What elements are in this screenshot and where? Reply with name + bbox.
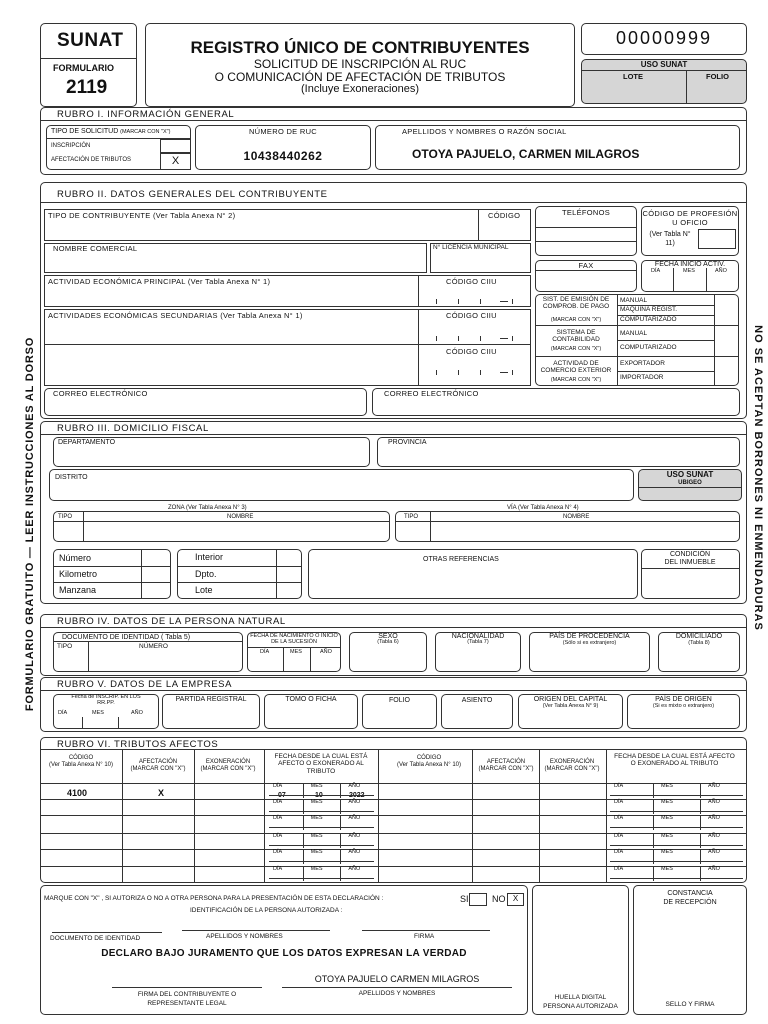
razon-social-value[interactable]: OTOYA PAJUELO, CARMEN MILAGROS (412, 147, 640, 161)
divider (430, 511, 431, 542)
declaro-juramento: DECLARO BAJO JURAMENTO QUE LOS DATOS EXPRESAN LA VERDAD (101, 948, 467, 959)
codigo-label: CÓDIGO (488, 211, 521, 220)
divider (88, 641, 89, 672)
mes-label: MES (683, 268, 695, 274)
rubro-5-title: RUBRO V. DATOS DE LA EMPRESA (57, 679, 233, 690)
tributo-row1-codigo[interactable]: 4100 (67, 788, 88, 798)
date-dia-label: DÍA (614, 799, 624, 805)
date-mes-label: MES (661, 799, 673, 805)
divider (686, 70, 687, 104)
date-underline (610, 878, 743, 879)
mes-label-2: MES (290, 649, 302, 655)
divider (581, 70, 747, 71)
doc-identidad-caption: DOCUMENTO DE IDENTIDAD (50, 935, 141, 942)
marcar-x-3: (MARCAR CON "X") (550, 377, 602, 383)
date-mes-label: MES (310, 849, 323, 855)
digit-tick (480, 370, 481, 375)
date-mes-label: MES (661, 783, 673, 789)
digit-tick (458, 370, 459, 375)
ver-tabla-11: (Ver Tabla N° 11) (649, 231, 691, 248)
form-label: FORMULARIO (53, 63, 114, 73)
col-exoneracion-header: EXONERACIÓN (MARCAR CON "X") (200, 759, 256, 773)
identificacion-text: IDENTIFICACIÓN DE LA PERSONA AUTORIZADA : (190, 907, 343, 914)
divider (418, 275, 419, 307)
signature-line (182, 930, 330, 931)
table-row-line (40, 783, 747, 784)
tabla8-label: (Tabla 8) (688, 640, 710, 646)
anio-label-3: AÑO (131, 710, 143, 716)
asiento-label: ASIENTO (461, 697, 493, 704)
divider (283, 647, 284, 672)
telefonos-label: TELÉFONOS (561, 208, 611, 217)
zona-nombre-label: NOMBRE (227, 514, 254, 520)
digit-dash (500, 372, 508, 373)
left-side-note: FORMULARIO GRATUITO — LEER INSTRUCCIONES AL DORSO (24, 336, 36, 712)
signature-line (112, 987, 262, 988)
date-underline (269, 811, 374, 812)
no-mark: X (512, 894, 519, 903)
col-fecha-header-2: FECHA DESDE LA CUAL ESTÁ AFECTO O EXONERADO AL TRIBUTO (614, 753, 735, 768)
dia-label: DÍA (651, 268, 661, 274)
dia-label-3: DÍA (58, 710, 68, 716)
via-label: VÍA (Ver Tabla Anexa N° 4) (507, 505, 579, 511)
divider (53, 566, 171, 567)
table-row-line (40, 799, 747, 800)
zona-label: ZONA (Ver Tabla Anexa N° 3) (168, 505, 247, 511)
tabla7-label: (Tabla 7) (467, 639, 489, 645)
ubigeo-label: UBIGEO (678, 480, 702, 486)
date-dia-label: DÍA (614, 833, 624, 839)
divider (535, 325, 739, 326)
divider (478, 209, 479, 241)
inscripcion-label: INSCRIPCIÓN (51, 143, 91, 149)
digit-tick (480, 336, 481, 341)
dia-label-2: DÍA (260, 649, 270, 655)
uso-sunat-label: USO SUNAT (640, 60, 688, 69)
divider (418, 309, 419, 386)
rubro-3-title: RUBRO III. DOMICILIO FISCAL (57, 423, 209, 434)
digit-dash (500, 338, 508, 339)
exportador-label: EXPORTADOR (620, 360, 665, 367)
divider (264, 749, 265, 883)
distrito-label: DISTRITO (55, 474, 88, 481)
nombre-comercial-label: NOMBRE COMERCIAL (53, 244, 138, 253)
apellidos-caption-2: APELLIDOS Y NOMBRES (358, 990, 436, 997)
divider (606, 749, 607, 883)
divider (535, 270, 637, 271)
tributo-row1-anio[interactable]: 2022 (349, 792, 365, 799)
divider (395, 521, 740, 522)
date-underline (610, 827, 743, 828)
codigo-ciiu-label-2: CÓDIGO CIIU (446, 311, 497, 320)
divider (535, 356, 739, 357)
date-underline (610, 845, 743, 846)
actividad-principal-label: ACTIVIDAD ECONÓMICA PRINCIPAL (Ver Tabla Anexa N° 1) (48, 277, 271, 286)
date-underline (610, 861, 743, 862)
date-anio-label: AÑO (708, 849, 720, 855)
domiciliado-label: DOMICILIADO (675, 633, 723, 640)
serial-number: 00000999 (615, 28, 713, 48)
col-exoneracion-header-2: EXONERACIÓN (MARCAR CON "X") (544, 759, 600, 773)
digit-tick (436, 370, 437, 375)
folio-label-r5: FOLIO (388, 697, 410, 704)
tributos-table (40, 749, 747, 883)
divider (40, 120, 747, 121)
digit-tick (512, 370, 513, 375)
inscripcion-checkbox[interactable] (160, 139, 191, 153)
date-mes-label: MES (310, 866, 323, 872)
divider (82, 717, 83, 729)
page-subtitle-3: (Incluye Exoneraciones) (300, 83, 419, 95)
date-mes-label: MES (661, 849, 673, 855)
licencia-label: N° LICENCIA MUNICIPAL (433, 244, 509, 251)
si-label: SI (460, 894, 469, 904)
razon-social-label: APELLIDOS Y NOMBRES O RAZÓN SOCIAL (402, 127, 567, 136)
solo-extranjero-label: (Sólo si es extranjero) (562, 640, 617, 646)
date-anio-label: AÑO (348, 866, 361, 872)
digit-dash (500, 301, 508, 302)
date-anio-label: AÑO (348, 833, 361, 839)
codigo-ciiu-label: CÓDIGO CIIU (446, 277, 497, 286)
origen-capital-label: ORIGEN DEL CAPITAL (533, 696, 608, 703)
departamento-label: DEPARTAMENTO (58, 439, 116, 446)
importador-label: IMPORTADOR (620, 374, 664, 381)
date-dia-label: DÍA (273, 783, 283, 789)
codigo-profesion-label: CÓDIGO DE PROFESIÓN U OFICIO (642, 209, 738, 228)
numero-ruc-value[interactable]: 10438440262 (243, 149, 323, 163)
si-checkbox[interactable] (469, 893, 487, 906)
divider (141, 549, 142, 599)
divider (177, 566, 302, 567)
divider (472, 749, 473, 883)
divider (40, 434, 747, 435)
date-mes-label: MES (310, 799, 323, 805)
divider (378, 749, 379, 883)
kilometro-label: Kilometro (59, 569, 98, 579)
date-anio-label: AÑO (708, 815, 720, 821)
provincia-field[interactable] (377, 437, 740, 467)
page-title: REGISTRO ÚNICO DE CONTRIBUYENTES (190, 38, 530, 57)
comercio-exterior-label: ACTIVIDAD DE COMERCIO EXTERIOR (540, 360, 612, 375)
mes-label-3: MES (92, 710, 104, 716)
date-anio-label: AÑO (348, 815, 361, 821)
divider (53, 582, 171, 583)
divider (276, 549, 277, 599)
date-dia-label: DÍA (273, 849, 283, 855)
uso-sunat-label-2: USO SUNAT (666, 470, 714, 479)
date-mes-label: MES (661, 866, 673, 872)
interior-label: Interior (195, 552, 224, 562)
anio-label: AÑO (715, 268, 727, 274)
date-anio-label: AÑO (708, 799, 720, 805)
apellidos-caption: APELLIDOS Y NOMBRES (206, 933, 283, 940)
firma-caption: FIRMA (414, 933, 435, 940)
numero-label: Número (59, 553, 92, 563)
tributo-row1-mes[interactable]: 10 (315, 792, 323, 799)
divider (310, 647, 311, 672)
fax-label: FAX (578, 261, 594, 270)
col-codigo-header: CÓDIGO (Ver Tabla Anexa N° 10) (49, 755, 113, 768)
digit-tick (512, 299, 513, 304)
date-underline (610, 811, 743, 812)
manual-label-2: MANUAL (620, 330, 648, 337)
date-dia-label: DÍA (614, 783, 624, 789)
divider (617, 340, 714, 341)
nacionalidad-label: NACIONALIDAD (451, 633, 505, 640)
sunat-logo: SUNAT (57, 30, 124, 51)
date-dia-label: DÍA (273, 833, 283, 839)
col-fecha-header: FECHA DESDE LA CUAL ESTÁ AFECTO O EXONERADO AL TRIBUTO (274, 753, 368, 775)
afectacion-label: AFECTACIÓN DE TRIBUTOS (51, 157, 132, 163)
correo-2-label: CORREO ELECTRÓNICO (384, 389, 479, 398)
doc-numero-label: NÚMERO (139, 643, 168, 650)
date-anio-label: AÑO (708, 866, 720, 872)
divider (40, 627, 747, 628)
table-row-line (40, 815, 747, 816)
date-mes-label: MES (310, 833, 323, 839)
table-row-line (40, 866, 747, 867)
afectacion-mark: X (171, 155, 180, 167)
condicion-inmueble-label: CONDICIÓN DEL INMUEBLE (664, 551, 716, 567)
page-subtitle-2: O COMUNICACIÓN DE AFECTACIÓN DE TRIBUTOS (214, 70, 506, 84)
divider (40, 690, 747, 691)
date-mes-label: MES (310, 783, 323, 789)
digit-tick (512, 336, 513, 341)
digit-tick (458, 299, 459, 304)
divider (714, 294, 715, 386)
autoriza-text: MARQUE CON "X" , SI AUTORIZA O NO A OTRA PERSONA PARA LA PRESENTACIÓN DE ESTA DECLARACIÓN : (44, 895, 384, 902)
col-codigo-header-2: CÓDIGO (Ver Tabla Anexa N° 10) (397, 755, 461, 768)
date-dia-label: DÍA (614, 815, 624, 821)
divider (638, 487, 742, 488)
date-underline (269, 861, 374, 862)
folio-label: FOLIO (706, 72, 729, 81)
divider (617, 371, 714, 372)
documento-identidad-label: DOCUMENTO DE IDENTIDAD ( Tabla 5) (62, 634, 191, 641)
huella-caption: HUELLA DIGITAL PERSONA AUTORIZADA (543, 994, 618, 1010)
date-dia-label: DÍA (273, 815, 283, 821)
sist-emision-label: SIST. DE EMISIÓN DE COMPROB. DE PAGO (542, 296, 610, 311)
rubro-1-title: RUBRO I. INFORMACIÓN GENERAL (57, 109, 235, 120)
sist-contabilidad-label: SISTEMA DE CONTABILIDAD (552, 329, 600, 344)
right-side-note: NO SE ACEPTAN BORRONES NI ENMENDADURAS (752, 325, 764, 631)
tabla6-label: (Tabla 6) (377, 639, 399, 645)
anio-label-2: AÑO (320, 649, 332, 655)
divider (539, 749, 540, 883)
pais-procedencia-label: PAÍS DE PROCEDENCIA (549, 633, 630, 640)
sexo-label: SEXO (378, 633, 398, 640)
date-dia-label: DÍA (614, 866, 624, 872)
firma-contribuyente-caption: FIRMA DEL CONTRIBUYENTE O REPRESENTANTE LEGAL (137, 991, 237, 1007)
via-tipo-label: TIPO (404, 514, 419, 520)
codigo-ciiu-label-3: CÓDIGO CIIU (446, 347, 497, 356)
no-label: NO (492, 894, 506, 904)
divider (535, 241, 637, 242)
date-mes-label: MES (661, 815, 673, 821)
divider (177, 582, 302, 583)
computarizado-label-2: COMPUTARIZADO (620, 344, 677, 351)
constancia-caption: CONSTANCIA DE RECEPCIÓN (663, 890, 717, 907)
date-anio-label: AÑO (708, 833, 720, 839)
marcar-x-1: (MARCAR CON "X") (550, 317, 602, 323)
rubro-6-title: RUBRO VI. TRIBUTOS AFECTOS (57, 739, 219, 750)
tributo-row1-dia[interactable]: 07 (278, 792, 286, 799)
marcar-x-2: (MARCAR CON "X") (550, 346, 602, 352)
date-underline (269, 795, 374, 796)
divider (53, 641, 243, 642)
divider (83, 511, 84, 542)
divider (247, 647, 341, 648)
tipo-contribuyente-label: TIPO DE CONTRIBUYENTE (Ver Tabla Anexa N° 2) (48, 211, 236, 220)
via-nombre-label: NOMBRE (563, 514, 590, 520)
digit-tick (480, 299, 481, 304)
zona-field[interactable] (53, 511, 390, 542)
tomo-ficha-label: TOMO O FICHA (285, 696, 337, 703)
divider (194, 749, 195, 883)
signature-line (362, 930, 490, 931)
digit-tick (436, 336, 437, 341)
col-afectacion-header: AFECTACIÓN (MARCAR CON "X") (130, 759, 186, 773)
doc-tipo-label: TIPO (57, 643, 73, 650)
signature-line (52, 932, 162, 933)
distrito-field[interactable] (49, 469, 634, 501)
tributo-row1-afectacion[interactable]: X (158, 788, 165, 798)
profesion-code-field[interactable] (698, 229, 736, 249)
fecha-nacimiento-label: FECHA DE NACIMIENTO O INICIO DE LA SUCESIÓN (250, 633, 338, 645)
pais-origen-label: PAÍS DE ORIGEN (655, 696, 712, 703)
date-underline (610, 795, 743, 796)
mixto-label: (Si es mixto o extranjero) (652, 703, 715, 709)
divider (118, 717, 119, 729)
digit-tick (436, 299, 437, 304)
lote-label: LOTE (623, 72, 643, 81)
digit-tick (458, 336, 459, 341)
divider (706, 268, 707, 292)
form-number: 2119 (66, 77, 108, 98)
table-row-line (40, 833, 747, 834)
tabla9-label: (Ver Tabla Anexa N° 9) (542, 703, 599, 709)
date-mes-label: MES (310, 815, 323, 821)
numero-ruc-label: NÚMERO DE RUC (248, 127, 318, 136)
provincia-label: PROVINCIA (388, 439, 427, 446)
date-dia-label: DÍA (273, 799, 283, 805)
col-afectacion-header-2: AFECTACIÓN (MARCAR CON "X") (478, 759, 534, 773)
divider (673, 268, 674, 292)
divider (641, 568, 740, 569)
divider (535, 227, 637, 228)
computarizado-label-1: COMPUTARIZADO (620, 316, 677, 323)
sello-firma-caption: SELLO Y FIRMA (665, 1001, 715, 1008)
tipo-solicitud-label: TIPO DE SOLICITUD (MARCAR CON "X") (51, 128, 171, 135)
page-subtitle-1: SOLICITUD DE INSCRIPCIÓN AL RUC (253, 57, 467, 71)
date-underline (269, 827, 374, 828)
date-anio-label: AÑO (348, 849, 361, 855)
date-underline (269, 845, 374, 846)
date-anio-label: AÑO (348, 799, 361, 805)
actividades-secundarias-label: ACTIVIDADES ECONÓMICAS SECUNDARIAS (Ver Tabla Anexa N° 1) (48, 311, 303, 320)
divider (53, 521, 390, 522)
manual-label-1: MANUAL (620, 297, 648, 304)
divider (122, 749, 123, 883)
maquina-label: MAQUINA REGIST. (620, 306, 678, 313)
divider (40, 202, 747, 203)
divider (44, 344, 531, 345)
date-dia-label: DÍA (273, 866, 283, 872)
date-underline (269, 878, 374, 879)
lote-label: Lote (195, 585, 213, 595)
firmante-nombre: OTOYA PAJUELO CARMEN MILAGROS (314, 974, 480, 984)
date-mes-label: MES (661, 833, 673, 839)
date-anio-label: AÑO (348, 783, 361, 789)
divider (40, 58, 137, 59)
otras-referencias-label: OTRAS REFERENCIAS (423, 556, 499, 563)
zona-tipo-label: TIPO (58, 514, 73, 520)
rubro-4-title: RUBRO IV. DATOS DE LA PERSONA NATURAL (57, 616, 286, 627)
table-row-line (40, 849, 747, 850)
signature-line (282, 987, 512, 988)
manzana-label: Manzana (59, 585, 97, 595)
partida-registral-label: PARTIDA REGISTRAL (175, 696, 247, 703)
fecha-inicio-label: FECHA INICIO ACTIV. (654, 261, 726, 268)
rubro-2-title: RUBRO II. DATOS GENERALES DEL CONTRIBUYENTE (57, 189, 328, 200)
date-dia-label: DÍA (614, 849, 624, 855)
correo-1-label: CORREO ELECTRÓNICO (53, 389, 148, 398)
date-anio-label: AÑO (708, 783, 720, 789)
dpto-label: Dpto. (195, 569, 217, 579)
fecha-inscrip-label: Fecha de INSCRIP. EN LOS RR.PP. (71, 694, 141, 706)
